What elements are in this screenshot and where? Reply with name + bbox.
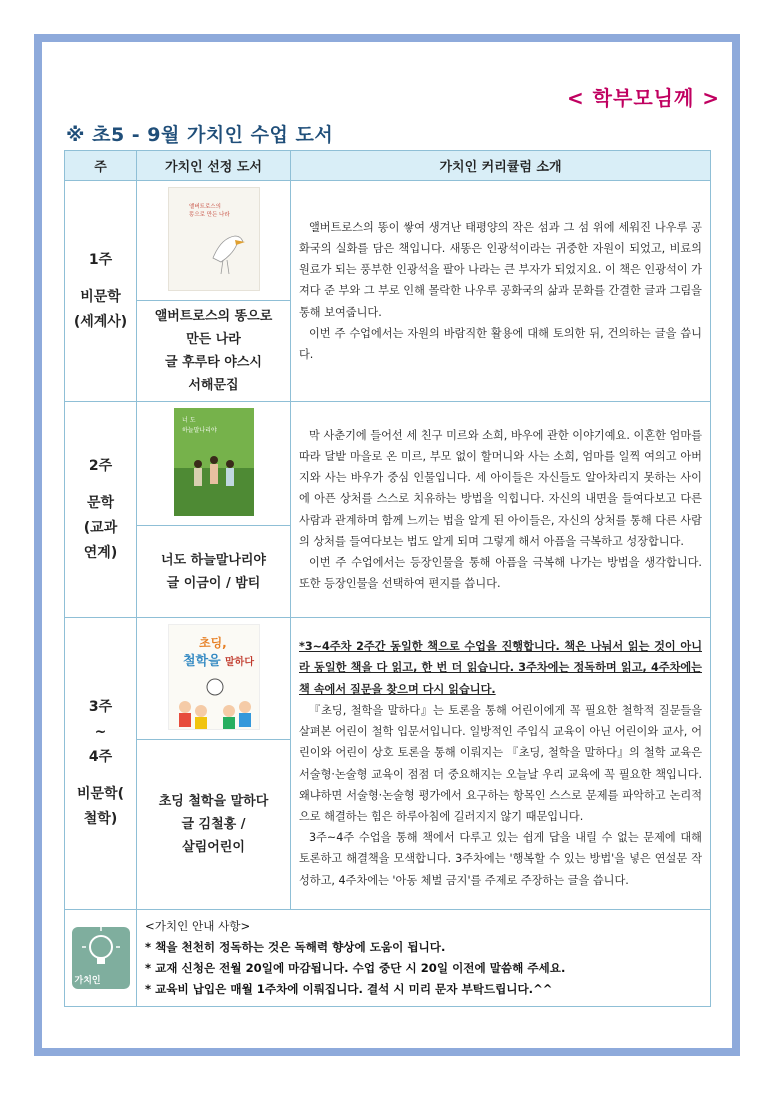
book-cover-sky-lily (174, 408, 254, 516)
week-cell-2: 2주 문학 (교과 연계) (65, 402, 137, 618)
schedule-highlight: *3~4주차 2주간 동일한 책으로 수업을 진행합니다. 책은 나눠서 읽는 것이 아니라 동일한 책을 다 읽고, 한 번 더 읽습니다. 3주차에는 정독하며 읽고, 4주차에는 책 속에서 질문을 찾으며 다시 읽습니다. (299, 640, 702, 696)
document-title: ※ 초5 - 9월 가치인 수업 도서 (66, 124, 334, 146)
notice-item: * 교육비 납입은 매월 1주차에 이뤄집니다. 결석 시 미리 문자 부탁드립니다.^^ (145, 982, 553, 996)
notice-item: * 책을 천천히 정독하는 것은 독해력 향상에 도움이 됩니다. (145, 940, 446, 954)
svg-text:너 도: 너 도 (181, 417, 195, 424)
table-row (65, 181, 711, 301)
notice-item: * 교재 신청은 전월 20일에 마감됩니다. 수업 중단 시 20일 이전에 말씀해 주세요. (145, 961, 566, 975)
table-header-row (65, 151, 711, 181)
lightbulb-icon (72, 927, 130, 973)
book-cover-cell-1 (137, 181, 291, 301)
page-frame (34, 34, 740, 1056)
book-info-3: 초딩 철학을 말하다 글 김철홍 / 살림어린이 (137, 740, 291, 910)
book-cover-philosophy (168, 624, 260, 730)
greeting: < 학부모님께 > (566, 86, 720, 110)
gachiin-logo: 가치인 (72, 927, 130, 989)
book-cover-cell-3 (137, 618, 291, 740)
book-cover-albatross (168, 187, 260, 291)
curriculum-table (64, 150, 711, 1007)
curriculum-desc-1: 앨버트로스의 똥이 쌓여 생겨난 태평양의 작은 섬과 그 섬 위에 세워진 나우루 공화국의 실화를 담은 책입니다. 새똥은 인광석이라는 귀중한 자원이 되었고, 비료의 원료가 되는 풍부한 인광석을 팔아 나라는 큰 부자가 되었지요. 이 책은 인광석이 가져다 준 부와 그 부로 인해 몰락한 나우루 공화국의 삶과 문화를 간결한 글과 그림을 통해 보여줍니다. 이번 주 수업에서는 자원의 바람직한 활용에 대해 토의한 뒤, 건의하는 글을 씁니다. (291, 181, 711, 402)
book-cover-cell-2 (137, 402, 291, 526)
notice-logo-cell (65, 910, 137, 1007)
table-row (65, 402, 711, 526)
curriculum-desc-2: 막 사춘기에 들어선 세 친구 미르와 소희, 바우에 관한 이야기예요. 이혼한 엄마를 따라 달밭 마을로 온 미르, 부모 없이 할머니와 사는 소희, 엄마를 일찍 여의고 아버지와 사는 바우가 중심 인물입니다. 세 아이들은 자신들도 알아차리지 못하는 사이에 아픈 상처를 스스로 치유하는 방법을 익힙니다. 자신의 내면을 들여다보고 다른 사람과 관계하며 함께 느끼는 법을 알게 된 아이들은, 자신의 상처를 통해 다른 사람의 상처를 들여다보는 법도 알게 되며 그렇게 해서 아픔을 극복하고 성장합니다. 이번 주 수업에서는 등장인물을 통해 아픔을 극복해 나가는 방법을 생각합니다. 또한 등장인물을 선택하여 편지를 씁니다. (291, 402, 711, 618)
notice-row (65, 910, 711, 1007)
svg-text:말하다: 말하다 (224, 657, 254, 668)
week-cell-3: 3주 ~ 4주 비문학( 철학) (65, 618, 137, 910)
curriculum-desc-3: *3~4주차 2주간 동일한 책으로 수업을 진행합니다. 책은 나눠서 읽는 것이 아니라 동일한 책을 다 읽고, 한 번 더 읽습니다. 3주차에는 정독하며 읽고, 4주차에는 책 속에서 질문을 찾으며 다시 읽습니다. 『초딩, 철학을 말하다』는 토론을 통해 어린이에게 꼭 필요한 철학적 질문들을 살펴본 어린이 철학 입문서입니다. 일방적인 주입식 교육이 아닌 어린이와 교사, 어린이와 어린이 상호 토론을 통해 이뤄지는 『초딩, 철학을 말하다』의 철학 교육은 서술형·논술형 교육이 점점 더 중요해지는 오늘날 우리 교육에 꼭 필요한 책입니다. 왜냐하면 서술형·논술형 평가에서 요구하는 항목인 스스로 문제를 파악하고 논리적으로 해결하는 힘은 하루아침에 길러지지 않기 때문입니다. 3주~4주 수업을 통해 책에서 다루고 있는 쉽게 답을 내릴 수 없는 문제에 대해 토론하고 해결책을 모색합니다. 3주차에는 '행복할 수 있는 방법'을 넣은 연설문 작성하고, 4주차에는 '아동 체벌 금지'를 주제로 주장하는 글을 씁니다. (291, 618, 711, 910)
header-week: 주 (65, 151, 137, 181)
header-book: 가치인 선정 도서 (137, 151, 291, 181)
table-row (65, 618, 711, 740)
svg-text:똥으로 만든 나라: 똥으로 만든 나라 (188, 212, 230, 218)
book-info-2: 너도 하늘말나리야 글 이금이 / 밤티 (137, 526, 291, 618)
notice-heading: <가치인 안내 사항> (145, 919, 251, 933)
book-info-1: 앨버트로스의 똥으로 만든 나라 글 후루타 야스시 서해문집 (137, 301, 291, 402)
notice-text (137, 910, 711, 1007)
svg-text:철학을: 철학을 (182, 654, 221, 669)
header-curriculum: 가치인 커리큘럼 소개 (291, 151, 711, 181)
svg-text:하늘말나리야: 하늘말나리야 (181, 427, 217, 434)
week-cell-1: 1주 비문학 (세계사) (65, 181, 137, 402)
svg-text:앨버트로스의: 앨버트로스의 (188, 204, 221, 210)
svg-text:초딩,: 초딩, (198, 636, 227, 650)
